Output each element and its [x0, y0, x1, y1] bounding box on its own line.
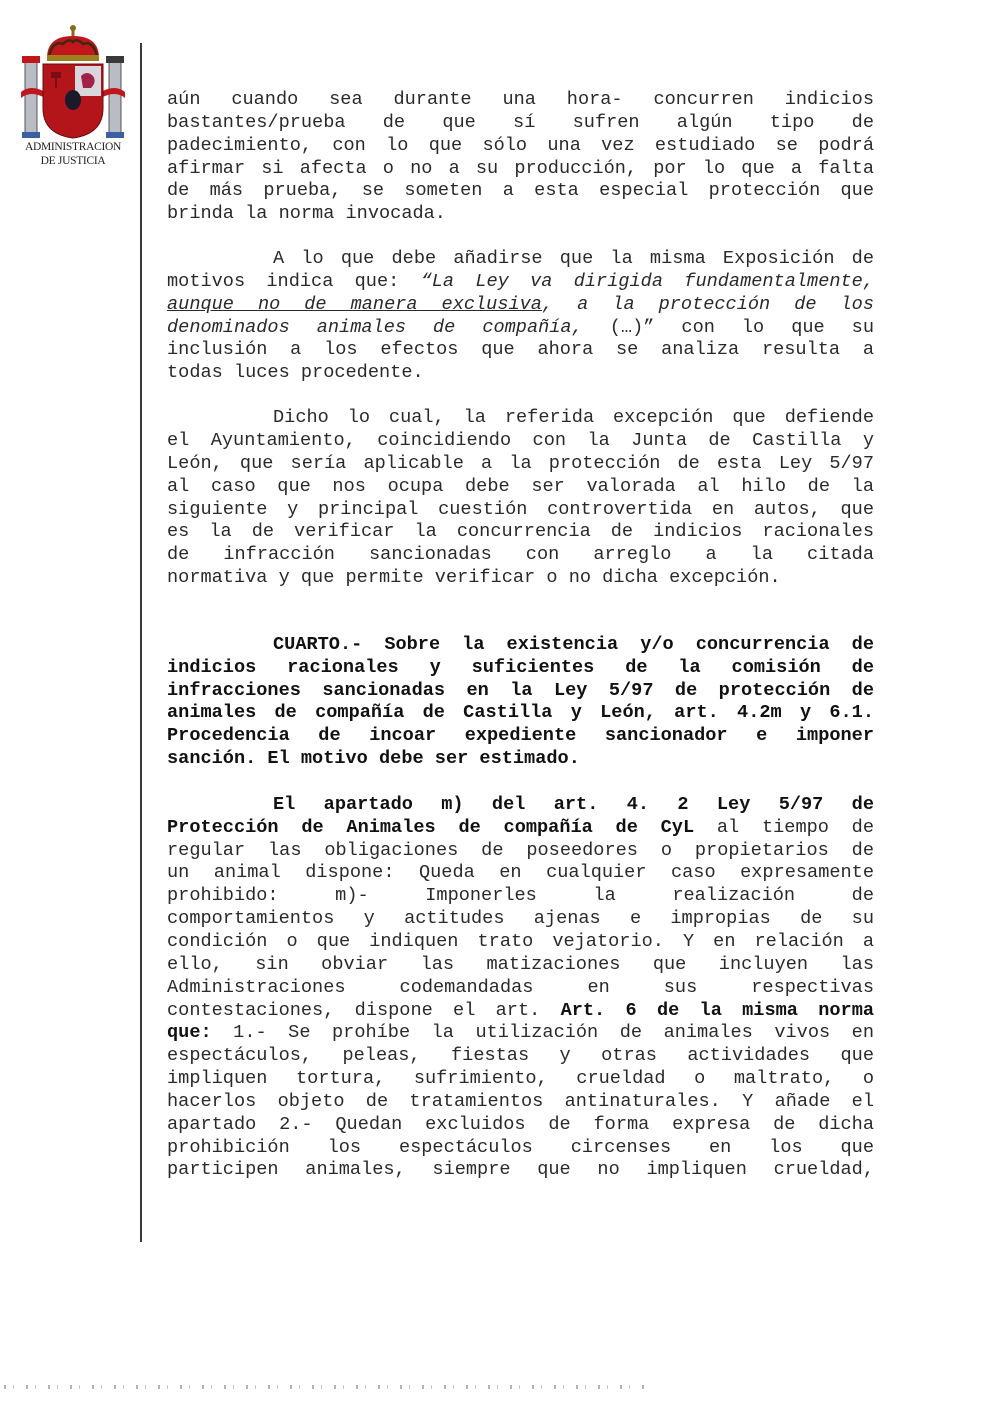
- text-line: de más prueba, se someten a esta especial protección que: [167, 180, 874, 202]
- quoted-text: , a la protección de los: [541, 293, 874, 315]
- text-line: todas luces procedente.: [167, 362, 424, 384]
- bold-text: Protección de Animales de compañía de CyL: [167, 816, 695, 838]
- heading-line: CUARTO.- Sobre la existencia y/o concurrencia de: [273, 633, 874, 655]
- quoted-text: “La Ley va dirigida fundamentalmente,: [420, 270, 874, 292]
- text-line: regular las obligaciones de poseedores o propietarios de: [167, 839, 874, 861]
- underlined-quote: aunque no de manera exclusiva: [167, 293, 542, 315]
- text-line: es la de verificar la concurrencia de indicios racionales: [167, 521, 874, 543]
- logo-text-line-1: ADMINISTRACION: [24, 141, 122, 153]
- heading-line: indicios racionales y suficientes de la comisión de: [167, 656, 874, 678]
- text-line: el Ayuntamiento, coincidiendo con la Junta de Castilla y: [167, 429, 874, 451]
- text-line: apartado 2.- Quedan excluidos de forma expresa de dicha: [167, 1113, 874, 1135]
- text-line: aún cuando sea durante una hora- concurren indicios: [167, 89, 874, 110]
- paragraph-apartado-m: [167, 794, 874, 1182]
- paragraph-continuation: [167, 89, 874, 226]
- text-run: al tiempo de: [694, 816, 874, 838]
- text-line: hacerlos objeto de tratamientos antinaturales. Y añade el: [167, 1090, 874, 1112]
- text-line: de infracción sancionadas con arreglo a la citada: [167, 544, 874, 566]
- bold-text: que:: [167, 1022, 212, 1044]
- text-line: espectáculos, peleas, fiestas y otras actividades que: [167, 1045, 874, 1067]
- text-line: [167, 317, 874, 340]
- text-line: ello, sin obviar las matizaciones que incluyen las: [167, 953, 874, 975]
- text-line: padecimiento, con lo que sólo una vez estudiado se podrá: [167, 134, 874, 156]
- text-line: brinda la norma invocada.: [167, 203, 446, 225]
- text-line: afirmar si afecta o no a su producción, por lo que a falta: [167, 157, 874, 179]
- text-run: contestaciones, dispone el art.: [167, 999, 561, 1021]
- administracion-de-justicia-logo: [14, 22, 132, 168]
- paragraph-excepcion: [167, 407, 874, 590]
- text-line: participen animales, siempre que no impliquen crueldad,: [167, 1159, 874, 1181]
- margin-rule: [140, 43, 142, 1242]
- bold-text: Art. 6 de la misma norma: [560, 999, 875, 1021]
- heading-line: sanción. El motivo debe ser estimado.: [167, 748, 580, 770]
- heading-line: animales de compañía de Castilla y León, art. 4.2m y 6.1.: [167, 702, 874, 724]
- text-line: un animal dispone: Queda en cualquier caso expresamente: [167, 862, 874, 884]
- text-line: [167, 294, 874, 317]
- text-line: El apartado m) del art. 4. 2 Ley 5/97 de: [273, 793, 874, 815]
- text-line: prohibición los espectáculos circenses en los que: [167, 1136, 874, 1158]
- text-line: [167, 1000, 874, 1023]
- text-line: normativa y que permite verificar o no dicha excepción.: [167, 567, 781, 589]
- heading-line: infracciones sancionadas en la Ley 5/97 de protección de: [167, 679, 874, 701]
- text-run: (…)” con lo que su: [582, 316, 874, 338]
- heading-line: Procedencia de incoar expediente sancionador e imponer: [167, 725, 874, 747]
- text-line: León, que sería aplicable a la protección de esta Ley 5/97: [167, 452, 874, 474]
- text-line: comportamientos y actitudes ajenas e impropias de su: [167, 908, 874, 930]
- text-line: Administraciones codemandadas en sus respectivas: [167, 976, 874, 998]
- text-line: Dicho lo cual, la referida excepción que defiende: [273, 407, 874, 429]
- text-line: [167, 817, 874, 840]
- text-line: al caso que nos ocupa debe ser valorada al hilo de la: [167, 475, 874, 497]
- section-heading-cuarto: [167, 634, 874, 771]
- text-line: impliquen tortura, sufrimiento, crueldad o maltrato, o: [167, 1068, 874, 1090]
- text-line: bastantes/prueba de que sí sufren algún tipo de: [167, 111, 874, 133]
- text-run: motivos indica que:: [167, 270, 421, 292]
- text-line: prohibido: m)- Imponerles la realización de: [167, 885, 874, 907]
- quoted-text: denominados animales de compañía,: [167, 316, 583, 338]
- text-line: siguiente y principal cuestión controvertida en autos, que: [167, 498, 874, 520]
- text-line: A lo que debe añadirse que la misma Exposición de: [273, 248, 874, 270]
- text-line: inclusión a los efectos que ahora se analiza resulta a: [167, 339, 874, 361]
- paragraph-exposicion-motivos: [167, 248, 874, 385]
- text-run: 1.- Se prohíbe la utilización de animales vivos en: [211, 1022, 874, 1044]
- logo-text-line-2: DE JUSTICIA: [40, 155, 106, 167]
- coat-of-arms-icon: [17, 22, 129, 140]
- text-line: [167, 1022, 874, 1045]
- text-line: condición o que indiquen trato vejatorio. Y en relación a: [167, 931, 874, 952]
- footer-scan-artifact: [4, 1385, 644, 1389]
- document-body: [167, 89, 874, 1204]
- text-line: [167, 271, 874, 294]
